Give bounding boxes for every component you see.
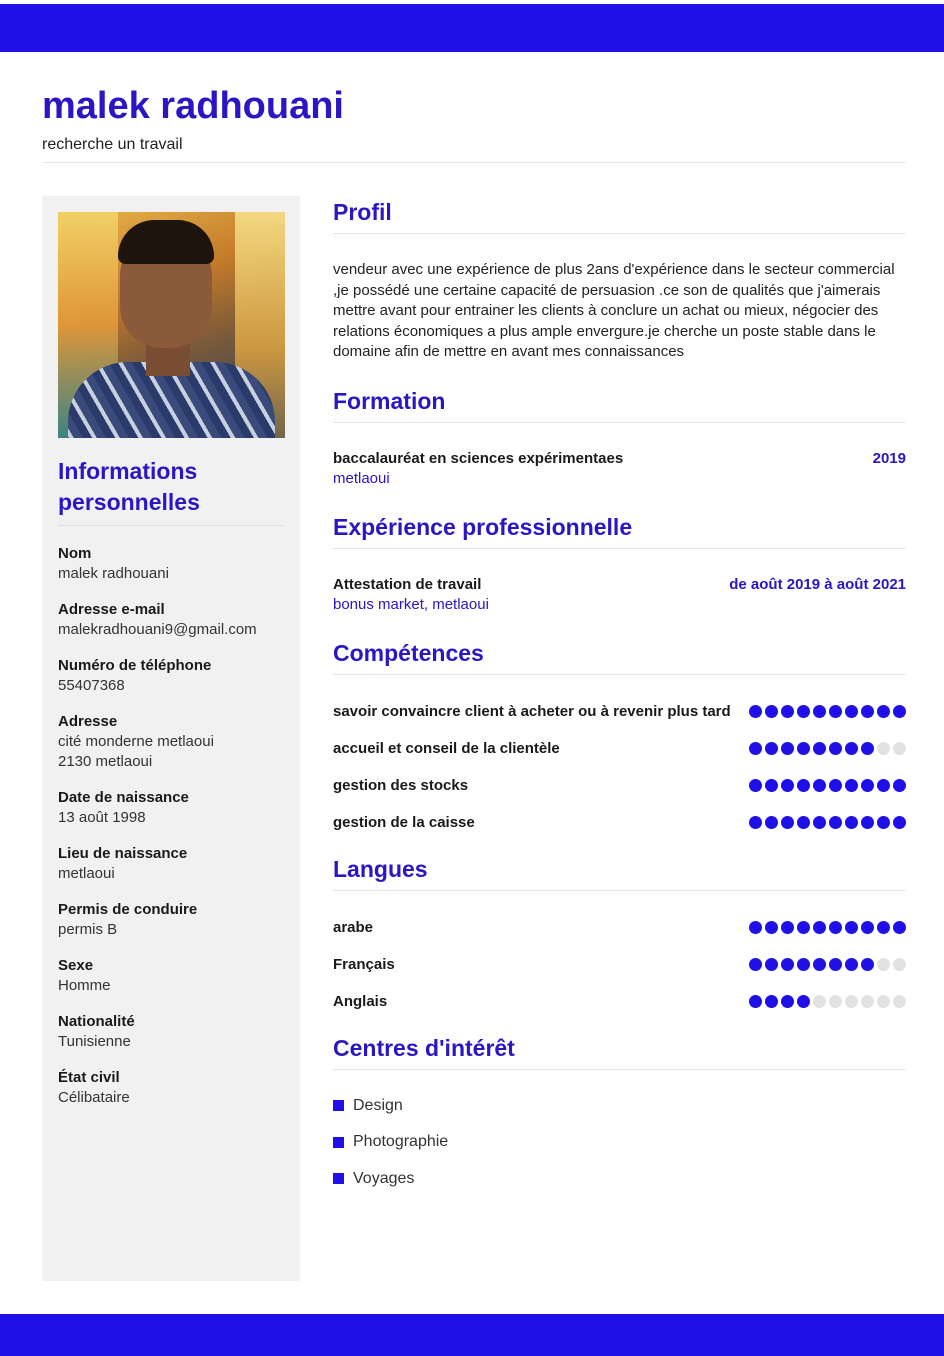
resume-main-column <box>333 196 906 1205</box>
rating-dot-filled <box>749 816 762 829</box>
info-value: metlaoui <box>58 865 115 882</box>
language-rating <box>749 991 906 1008</box>
info-label: État civil <box>58 1069 120 1086</box>
skill-row <box>333 775 906 796</box>
rating-dot-filled <box>797 705 810 718</box>
info-value: 13 août 1998 <box>58 809 146 826</box>
skills-section-title: Compétences <box>333 639 484 666</box>
skill-row <box>333 812 906 833</box>
section-divider <box>333 422 906 423</box>
rating-dot-filled <box>813 921 826 934</box>
skill-rating <box>749 775 906 792</box>
education-section-title: Formation <box>333 387 446 414</box>
header-divider <box>42 162 906 163</box>
info-value: permis B <box>58 921 118 938</box>
rating-dot-filled <box>749 921 762 934</box>
interest-label: Voyages <box>353 1169 415 1187</box>
rating-dot-filled <box>861 779 874 792</box>
profile-photo <box>58 212 285 438</box>
rating-dot-empty <box>829 995 842 1008</box>
rating-dot-filled <box>765 921 778 934</box>
rating-dot-filled <box>797 779 810 792</box>
rating-dot-filled <box>813 705 826 718</box>
rating-dot-empty <box>877 995 890 1008</box>
rating-dot-empty <box>877 742 890 755</box>
info-value: cité monderne metlaoui <box>58 733 214 750</box>
info-value: Tunisienne <box>58 1033 131 1050</box>
section-divider <box>333 890 906 891</box>
info-label: Date de naissance <box>58 789 189 806</box>
rating-dot-filled <box>813 958 826 971</box>
info-label: Numéro de téléphone <box>58 657 212 674</box>
rating-dot-filled <box>749 995 762 1008</box>
rating-dot-empty <box>861 995 874 1008</box>
profile-summary: vendeur avec une expérience de plus 2ans d'expérience dans le secteur commercial ,je possédé une certaine capacité de persuasion .ce son de qualités que j'aimerais mettre avant pour entrainer les clients à conclure un achat ou mieux, négocier des relations économiques a plus ample envergure.je cherche un poste stable dans le domaine afin de mettre en avant mes connaissances <box>333 261 895 360</box>
top-accent-bar <box>0 4 944 52</box>
section-divider <box>333 233 906 234</box>
rating-dot-filled <box>877 705 890 718</box>
info-item-marital-status <box>58 1068 284 1108</box>
profile-section-title: Profil <box>333 199 392 225</box>
info-value: malekradhouani9@gmail.com <box>58 621 257 638</box>
info-item-address <box>58 712 284 772</box>
skill-name: gestion des stocks <box>333 776 469 794</box>
sidebar-divider <box>58 525 284 526</box>
info-item-phone <box>58 656 284 696</box>
rating-dot-filled <box>861 705 874 718</box>
rating-dot-filled <box>781 816 794 829</box>
rating-dot-filled <box>781 921 794 934</box>
language-row <box>333 991 906 1012</box>
language-rating <box>749 917 906 934</box>
rating-dot-filled <box>829 958 842 971</box>
info-value: Homme <box>58 977 111 994</box>
skill-rating <box>749 701 906 718</box>
info-label: Nationalité <box>58 1013 135 1030</box>
bottom-accent-bar <box>0 1314 944 1356</box>
rating-dot-filled <box>845 779 858 792</box>
candidate-name: malek radhouani <box>42 85 344 127</box>
info-value: 55407368 <box>58 677 125 694</box>
interest-item <box>333 1132 906 1152</box>
rating-dot-filled <box>893 816 906 829</box>
rating-dot-filled <box>765 779 778 792</box>
rating-dot-filled <box>845 816 858 829</box>
rating-dot-filled <box>861 958 874 971</box>
languages-section-title: Langues <box>333 855 428 882</box>
info-item-email <box>58 600 284 640</box>
rating-dot-filled <box>797 921 810 934</box>
rating-dot-filled <box>765 958 778 971</box>
rating-dot-filled <box>829 705 842 718</box>
experience-section-title: Expérience professionnelle <box>333 513 633 540</box>
rating-dot-filled <box>797 816 810 829</box>
rating-dot-filled <box>813 816 826 829</box>
info-value: Célibataire <box>58 1089 130 1106</box>
rating-dot-empty <box>813 995 826 1008</box>
language-name: arabe <box>333 918 374 936</box>
rating-dot-filled <box>877 779 890 792</box>
info-label: Adresse <box>58 713 118 730</box>
rating-dot-filled <box>797 995 810 1008</box>
experience-date: de août 2019 à août 2021 <box>729 575 906 593</box>
skill-row <box>333 701 906 722</box>
rating-dot-filled <box>845 958 858 971</box>
info-value-line2: 2130 metlaoui <box>58 753 153 770</box>
rating-dot-filled <box>829 742 842 755</box>
skill-rating <box>749 738 906 755</box>
rating-dot-filled <box>813 742 826 755</box>
education-date: 2019 <box>872 449 906 467</box>
language-row <box>333 917 906 938</box>
rating-dot-filled <box>845 742 858 755</box>
rating-dot-empty <box>893 995 906 1008</box>
rating-dot-filled <box>813 779 826 792</box>
rating-dot-filled <box>829 921 842 934</box>
rating-dot-filled <box>893 779 906 792</box>
rating-dot-filled <box>765 742 778 755</box>
interest-item <box>333 1096 906 1116</box>
info-item-nationality <box>58 1012 284 1052</box>
personal-info-sidebar <box>42 196 300 1281</box>
interests-section-title: Centres d'intérêt <box>333 1034 515 1061</box>
info-item-birthdate <box>58 788 284 828</box>
skill-rating <box>749 812 906 829</box>
rating-dot-filled <box>765 816 778 829</box>
skills-list <box>333 701 906 833</box>
square-bullet-icon <box>333 1173 344 1184</box>
candidate-tagline: recherche un travail <box>42 136 183 153</box>
interest-label: Design <box>353 1096 403 1114</box>
section-divider <box>333 1069 906 1070</box>
rating-dot-filled <box>797 958 810 971</box>
skill-name: savoir convaincre client à acheter ou à revenir plus tard <box>333 702 731 720</box>
info-value: malek radhouani <box>58 565 169 582</box>
info-item-gender <box>58 956 284 996</box>
info-label: Sexe <box>58 957 94 974</box>
rating-dot-filled <box>749 705 762 718</box>
languages-list <box>333 917 906 1012</box>
language-name: Français <box>333 955 395 973</box>
rating-dot-filled <box>829 779 842 792</box>
language-rating <box>749 954 906 971</box>
rating-dot-filled <box>749 742 762 755</box>
info-label: Nom <box>58 545 92 562</box>
rating-dot-filled <box>861 816 874 829</box>
education-degree: baccalauréat en sciences expérimentaes <box>333 449 624 467</box>
rating-dot-filled <box>797 742 810 755</box>
skill-row <box>333 738 906 759</box>
section-divider <box>333 548 906 549</box>
info-item-birthplace <box>58 844 284 884</box>
rating-dot-filled <box>877 816 890 829</box>
info-label: Lieu de naissance <box>58 845 188 862</box>
rating-dot-filled <box>845 921 858 934</box>
education-place: metlaoui <box>333 469 390 487</box>
resume-header <box>42 84 906 154</box>
interests-list <box>333 1096 906 1189</box>
language-row <box>333 954 906 975</box>
skill-name: accueil et conseil de la clientèle <box>333 739 560 757</box>
skill-name: gestion de la caisse <box>333 813 475 831</box>
rating-dot-filled <box>861 742 874 755</box>
experience-place: bonus market, metlaoui <box>333 595 489 613</box>
experience-title: Attestation de travail <box>333 575 482 593</box>
rating-dot-filled <box>781 995 794 1008</box>
info-label: Permis de conduire <box>58 901 198 918</box>
rating-dot-filled <box>861 921 874 934</box>
rating-dot-filled <box>749 958 762 971</box>
rating-dot-filled <box>781 779 794 792</box>
rating-dot-filled <box>845 705 858 718</box>
section-divider <box>333 674 906 675</box>
info-item-name <box>58 544 284 584</box>
rating-dot-filled <box>765 995 778 1008</box>
education-entry <box>333 449 906 489</box>
rating-dot-empty <box>845 995 858 1008</box>
rating-dot-filled <box>877 921 890 934</box>
square-bullet-icon <box>333 1100 344 1111</box>
info-item-license <box>58 900 284 940</box>
rating-dot-filled <box>781 742 794 755</box>
rating-dot-empty <box>893 958 906 971</box>
rating-dot-filled <box>893 705 906 718</box>
personal-info-title: Informations personnelles <box>58 458 200 515</box>
language-name: Anglais <box>333 992 388 1010</box>
rating-dot-filled <box>749 779 762 792</box>
rating-dot-empty <box>877 958 890 971</box>
interest-item <box>333 1169 906 1189</box>
info-label: Adresse e-mail <box>58 601 165 618</box>
rating-dot-filled <box>893 921 906 934</box>
square-bullet-icon <box>333 1137 344 1148</box>
rating-dot-filled <box>781 958 794 971</box>
experience-entry <box>333 575 906 615</box>
rating-dot-filled <box>781 705 794 718</box>
rating-dot-empty <box>893 742 906 755</box>
interest-label: Photographie <box>353 1133 449 1150</box>
rating-dot-filled <box>829 816 842 829</box>
rating-dot-filled <box>765 705 778 718</box>
